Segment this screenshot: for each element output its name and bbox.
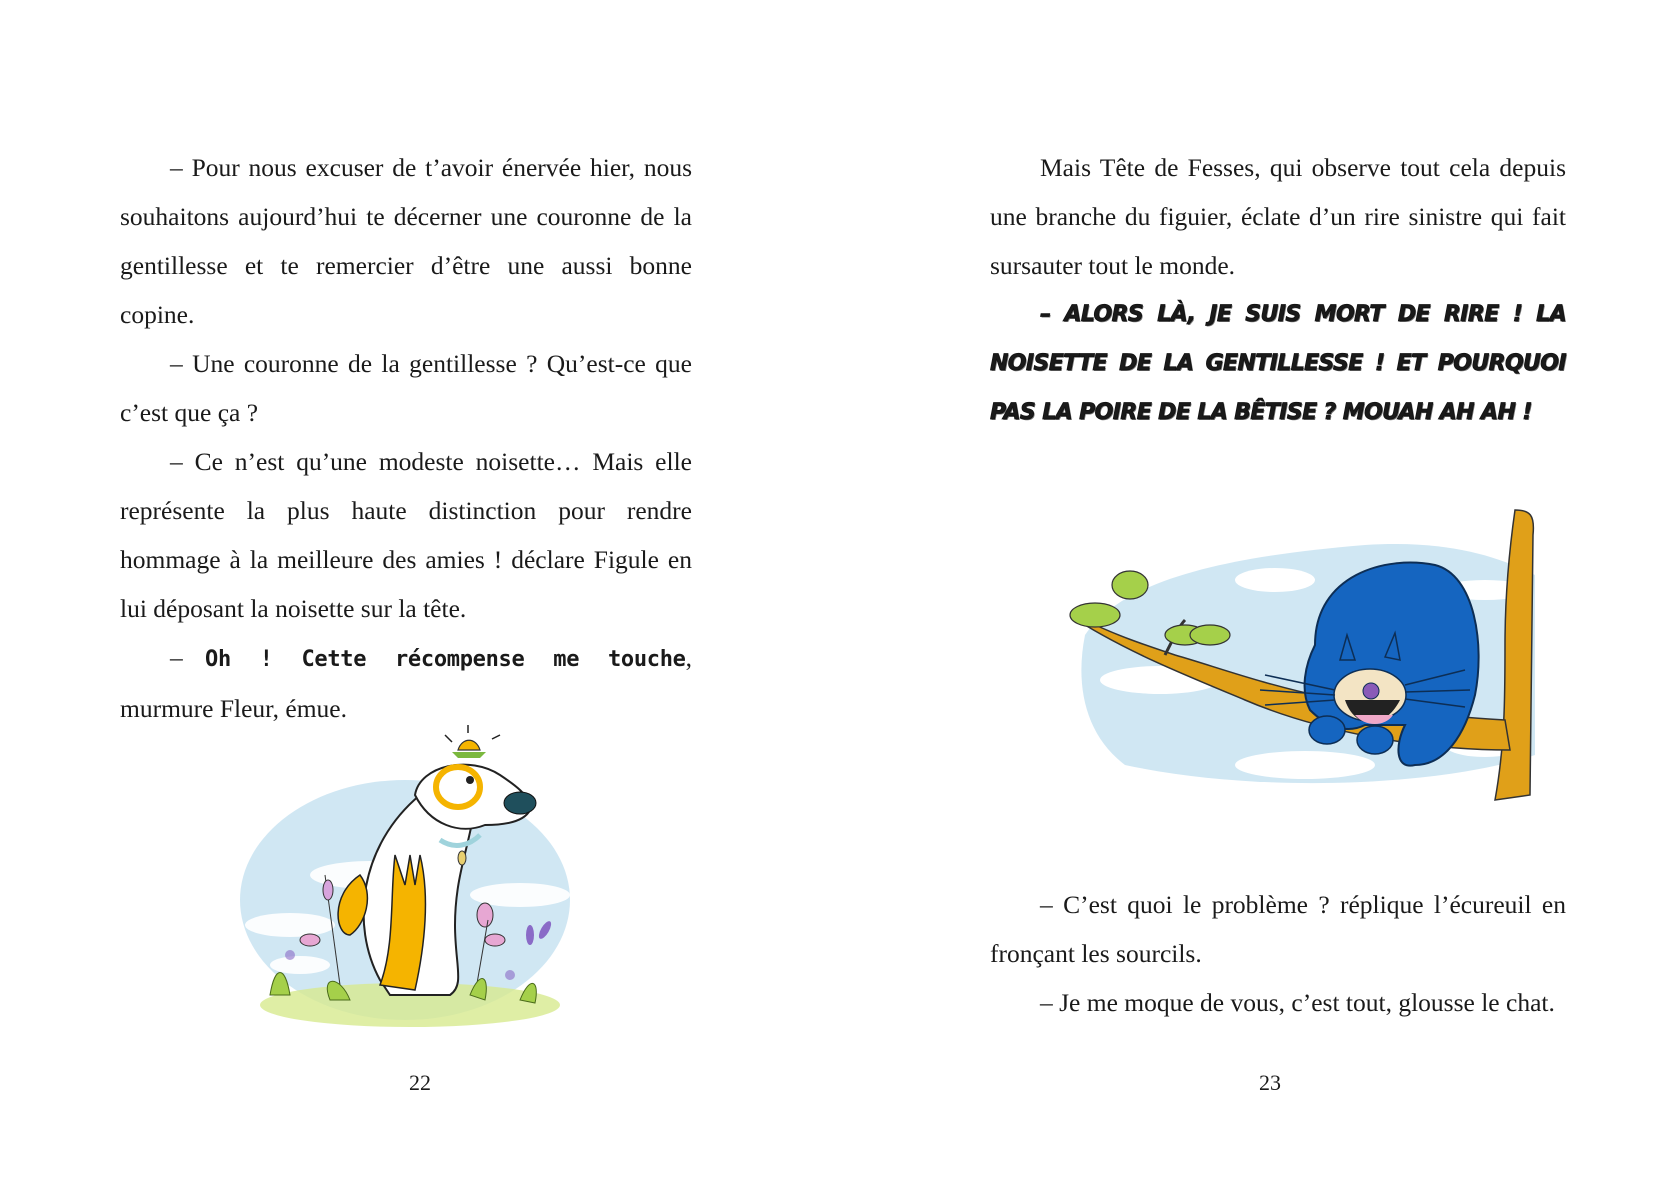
handwritten-speech: Oh ! Cette récompense me touche: [205, 647, 686, 672]
right-page: [840, 0, 1680, 1200]
cat-on-branch-illustration: [1065, 495, 1565, 815]
paragraph-handwritten-dialogue: [120, 633, 692, 733]
dash: –: [170, 643, 205, 672]
dog-illustration: [230, 725, 590, 1035]
paragraph: – C’est quoi le problème ? réplique l’écureuil en fronçant les sourcils.: [990, 890, 1566, 968]
paragraph: – Une couronne de la gentillesse ? Qu’est-ce que c’est que ça ?: [120, 349, 692, 427]
speech-tag: , murmure Fleur, émue.: [120, 643, 692, 723]
right-page-text-top: [990, 143, 1566, 437]
shouted-dialogue: – ALORS LÀ, JE SUIS MORT DE RIRE ! LA NOISETTE DE LA GENTILLESSE ! ET POURQUOI PAS LA POIRE DE LA BÊTISE ? MOUAH AH AH !: [990, 302, 1566, 425]
left-page-text: [120, 143, 692, 733]
page-number: 22: [409, 1070, 431, 1095]
paragraph: – Ce n’est qu’une modeste noisette… Mais elle représente la plus haute distinction pour rendre hommage à la meilleure des amies ! déclare Figule en lui déposant la noisette sur la tête.: [120, 447, 692, 623]
paragraph: – Je me moque de vous, c’est tout, glousse le chat.: [1040, 988, 1555, 1017]
right-page-text-bottom: [990, 880, 1566, 1027]
paragraph: – Pour nous excuser de t’avoir énervée hier, nous souhaitons aujourd’hui te décerner une couronne de la gentillesse et te remercier d’être une aussi bonne copine.: [120, 153, 692, 329]
paragraph: Mais Tête de Fesses, qui observe tout cela depuis une branche du figuier, éclate d’un rire sinistre qui fait sursauter tout le monde.: [990, 153, 1566, 280]
page-number: 23: [1259, 1070, 1281, 1095]
